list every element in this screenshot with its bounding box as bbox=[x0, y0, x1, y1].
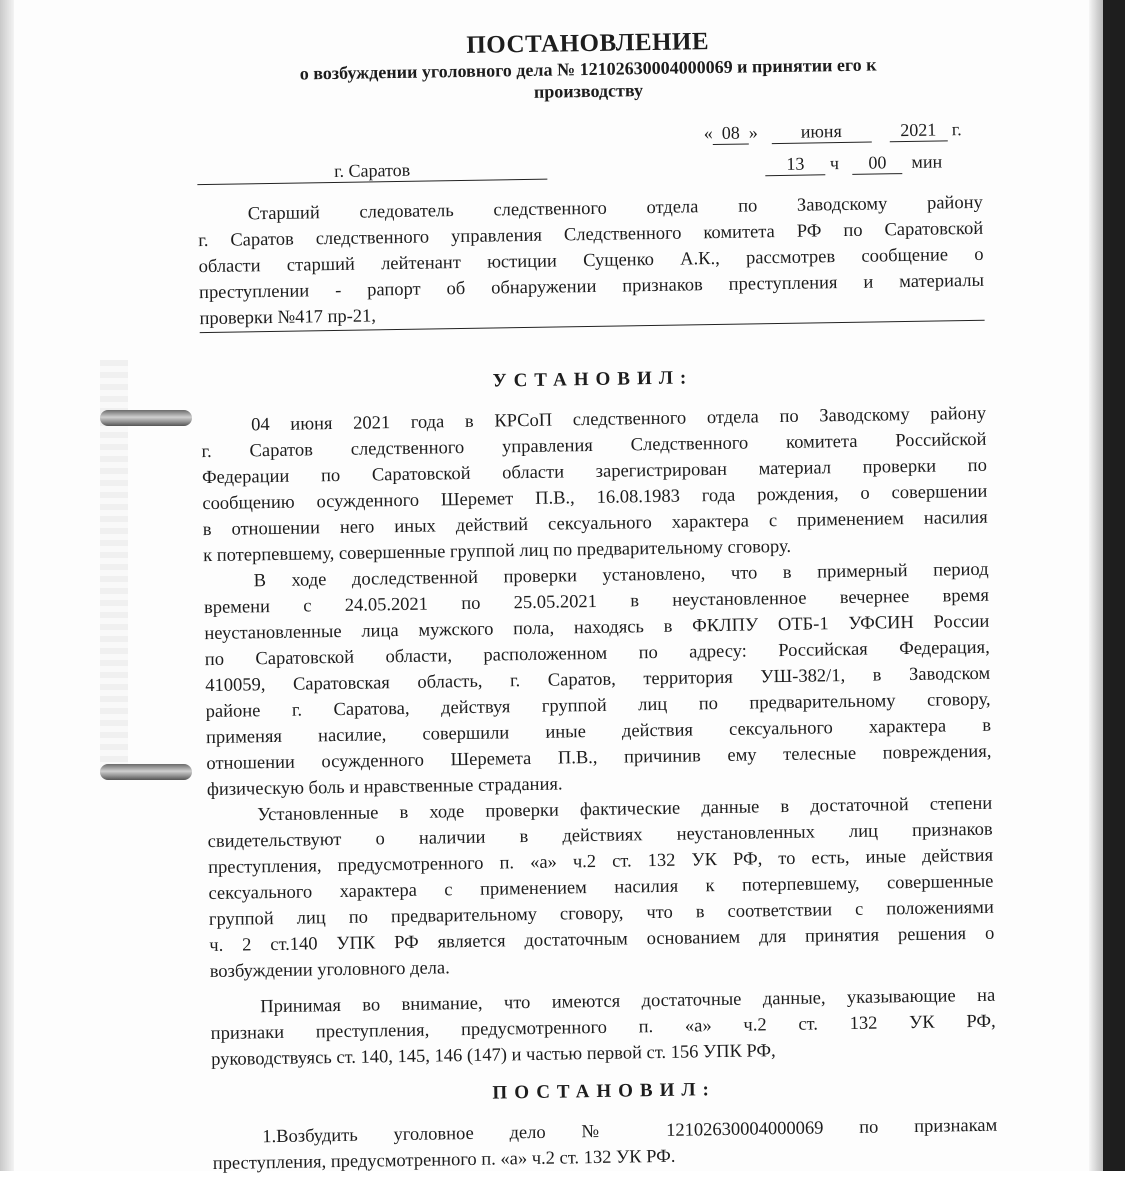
paragraph-line: в отношении него иных действий сексуального характера с применением насилия bbox=[202, 507, 988, 541]
paragraph-line: Принимая во внимание, что имеются достаточные данные, указывающие на bbox=[260, 985, 996, 1018]
resolution-line: преступления, предусмотренного п. «а» ч.2 ст. 132 УК РФ. bbox=[212, 1146, 676, 1175]
paragraph-line: Федерации по Саратовской области зарегистрирован материал проверки по bbox=[201, 455, 988, 489]
paragraph-line: сообщению осужденного Шеремет П.В., 16.08.1983 года рождения, о совершении bbox=[202, 481, 988, 515]
resolution-line: 1.Возбудить уголовное дело № 12102630004000069 по признакам bbox=[262, 1115, 998, 1148]
resolved-heading: ПОСТАНОВИЛ: bbox=[492, 1079, 717, 1104]
date-year: 2021 bbox=[889, 118, 947, 142]
paragraph-line: 410059, Саратовская область, г. Саратов, территория УШ-382/1, в Заводском bbox=[205, 663, 991, 697]
date-day: 08 bbox=[713, 121, 749, 145]
page-left-edge bbox=[0, 0, 14, 1171]
time-hours-label: ч bbox=[829, 153, 840, 174]
intro-line: области старший лейтенант юстиции Сущенко А.К., рассмотрев сообщение о bbox=[198, 244, 984, 278]
paragraph-line: свидетельствуют о наличии в действиях неустановленных лиц признаков bbox=[207, 819, 993, 853]
page-right-edge bbox=[1103, 0, 1125, 1171]
paragraph-line: неустановленные лица мужского пола, находясь в ФКЛПУ ОТБ-1 УФСИН России bbox=[204, 611, 990, 645]
paragraph-line: В ходе доследственной проверки установлено, что в примерный период bbox=[253, 559, 989, 592]
paragraph-findings bbox=[207, 791, 995, 985]
time-hours: 13 bbox=[765, 152, 825, 176]
paragraph-investigation bbox=[203, 557, 992, 803]
intro-line: Старший следователь следственного отдела по Заводскому району bbox=[247, 192, 983, 225]
paragraph-line: преступления, предусмотренного п. «а» ч.2 ст. 132 УК РФ, то есть, иные действия bbox=[207, 845, 994, 879]
document-content bbox=[195, 24, 998, 1177]
page-right-shadow bbox=[1089, 0, 1103, 1171]
paragraph-line: сексуального характера с применением насилия к потерпевшему, совершенные bbox=[208, 871, 994, 905]
document-meta bbox=[196, 104, 982, 202]
paragraph-grounds bbox=[210, 983, 996, 1073]
date-open-quote: « bbox=[703, 123, 713, 144]
paragraph-line: по Саратовской области, расположенном по адресу: Российская Федерация, bbox=[204, 637, 990, 671]
binder-ring-bottom bbox=[100, 764, 192, 780]
document-title: ПОСТАНОВЛЕНИЕ bbox=[466, 28, 710, 59]
intro-paragraph bbox=[198, 190, 985, 333]
intro-line: проверки №417 пр-21, bbox=[199, 294, 984, 333]
paragraph-registration bbox=[201, 401, 988, 569]
intro-line: г. Саратов следственного управления Следственного комитета РФ по Саратовской bbox=[198, 218, 984, 252]
established-heading: УСТАНОВИЛ: bbox=[492, 367, 694, 392]
time-minutes-label: мин bbox=[911, 151, 943, 172]
paragraph-line: г. Саратов следственного управления Следственного комитета Российской bbox=[201, 429, 987, 463]
document-subtitle-line-2: производству bbox=[533, 80, 644, 102]
binder-ring-top bbox=[100, 410, 192, 426]
paragraph-line: времени с 24.05.2021 по 25.05.2021 в неустановленное вечернее время bbox=[203, 585, 990, 619]
paragraph-line: ч. 2 ст.140 УПК РФ является достаточным основанием для принятия решения о bbox=[209, 923, 995, 957]
paragraph-line: районе г. Саратова, действуя группой лиц по предварительному сговору, bbox=[205, 689, 991, 723]
document-subtitle-line-1: о возбуждении уголовного дела № 12102630004000069 и принятии его к bbox=[299, 54, 877, 84]
document-date bbox=[704, 118, 962, 145]
paragraph-line: руководствуясь ст. 140, 145, 146 (147) и частью первой ст. 156 УПК РФ, bbox=[210, 1041, 776, 1071]
paragraph-line: Установленные в ходе проверки фактические данные в достаточной степени bbox=[257, 793, 993, 826]
paragraph-line: возбуждении уголовного дела. bbox=[209, 958, 450, 983]
paragraph-line: физическую боль и нравственные страдания. bbox=[206, 774, 563, 801]
intro-line: преступлении - рапорт об обнаружении признаков преступления и материалы bbox=[198, 270, 985, 304]
paragraph-line: отношении осужденного Шеремета П.В., причинив ему телесные повреждения, bbox=[206, 741, 992, 775]
paragraph-line: группой лиц по предварительному сговору, что в соответствии с положениями bbox=[208, 897, 994, 931]
paragraph-line: применяя насилие, совершили иные действия сексуального характера в bbox=[205, 715, 992, 749]
document-time bbox=[765, 150, 942, 176]
date-month: июня bbox=[771, 120, 871, 145]
paragraph-line: к потерпевшему, совершенные группой лиц по предварительному сговору. bbox=[203, 536, 792, 567]
paragraph-line: признаки преступления, предусмотренного п. «а» ч.2 ст. 132 УК РФ, bbox=[210, 1011, 996, 1045]
document-place: г. Саратов bbox=[197, 157, 547, 185]
paragraph-line: 04 июня 2021 года в КРСоП следственного отдела по Заводскому району bbox=[251, 403, 987, 436]
time-minutes: 00 bbox=[852, 151, 902, 175]
date-close-quote: » bbox=[748, 122, 758, 143]
date-year-suffix: г. bbox=[951, 119, 962, 140]
